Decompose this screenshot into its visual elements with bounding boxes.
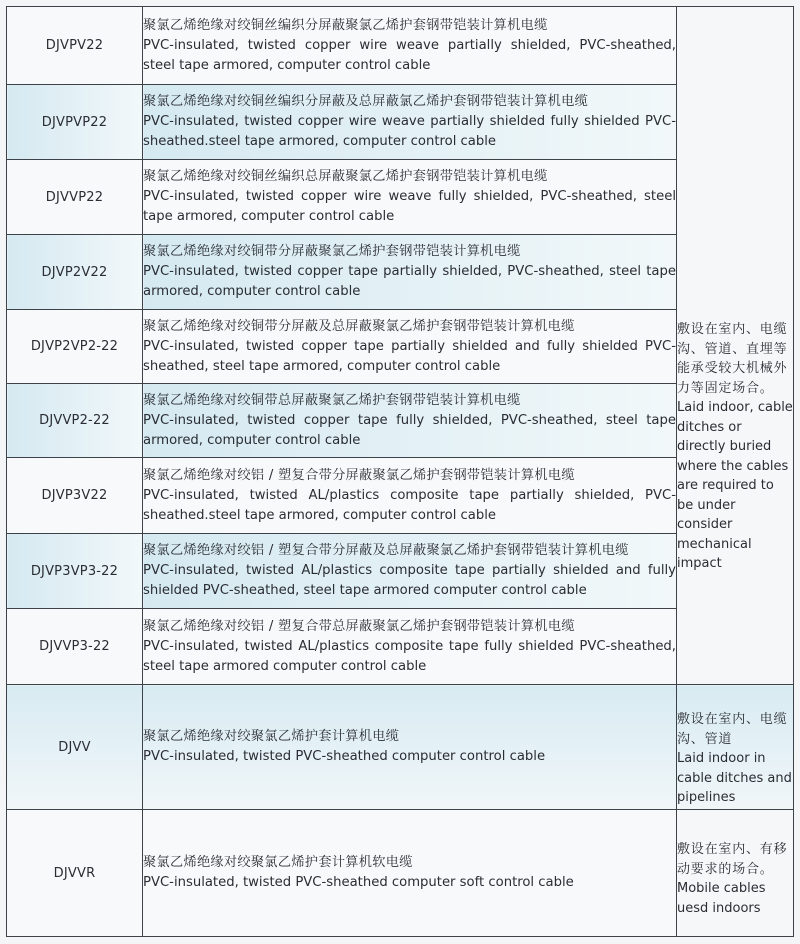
usage-en: Laid indoor in cable ditches and pipelines xyxy=(677,751,792,806)
description-en: PVC-insulated, twisted PVC-sheathed computer soft control cable xyxy=(143,875,574,890)
table-row xyxy=(7,609,794,685)
description-zh: 聚氯乙烯绝缘对绞铜带分屏蔽及总屏蔽聚氯乙烯护套钢带铠装计算机电缆 xyxy=(143,318,575,334)
model-cell: DJVVP22 xyxy=(7,160,143,235)
description-en: PVC-insulated, twisted copper tape partially shielded, PVC-sheathed, steel tape armored, computer control cable xyxy=(143,264,676,299)
table-row xyxy=(7,810,794,937)
description-cell xyxy=(143,534,677,609)
description-en: PVC-insulated, twisted copper tape partially shielded and fully shielded PVC-sheathed, steel tape armored, computer control cable xyxy=(143,338,676,374)
description-zh: 聚氯乙烯绝缘对绞铜带总屏蔽聚氯乙烯护套钢带铠装计算机电缆 xyxy=(143,392,521,408)
table-row xyxy=(7,534,794,609)
description-en: PVC-insulated, twisted copper wire weave partially shielded, PVC-sheathed, steel tape armored, computer control cable xyxy=(143,37,676,73)
model-cell: DJVPVP22 xyxy=(7,85,143,160)
description-en: PVC-insulated, twisted PVC-sheathed computer control cable xyxy=(143,749,546,764)
table-row xyxy=(7,7,794,85)
usage-zh: 敷设在室内、电缆沟、管道、直埋等能承受较大机械外力等固定场合。 xyxy=(677,322,788,396)
description-zh: 聚氯乙烯绝缘对绞铜丝编织分屏蔽聚氯乙烯护套钢带铠装计算机电缆 xyxy=(143,17,548,33)
usage-en: Laid indoor, cable ditches or directly buried where the cables are required to be under consider mechanical impact xyxy=(677,400,793,572)
description-cell xyxy=(143,7,677,85)
usage-cell xyxy=(677,685,794,810)
description-zh: 聚氯乙烯绝缘对绞聚氯乙烯护套计算机软电缆 xyxy=(143,855,413,870)
description-cell xyxy=(143,160,677,235)
description-cell xyxy=(143,235,677,310)
usage-zh: 敷设在室内、有移动要求的场合。 xyxy=(677,842,788,877)
description-en: PVC-insulated, twisted copper wire weave partially shielded fully shielded PVC-sheathed.steel tape armored, computer control cable xyxy=(143,114,676,149)
model-cell: DJVP2VP2-22 xyxy=(7,310,143,384)
model-cell: DJVPV22 xyxy=(7,7,143,85)
description-en: PVC-insulated, twisted AL/plastics composite tape partially shielded, PVC-sheathed.steel tape armored, computer control cable xyxy=(143,487,676,523)
description-en: PVC-insulated, twisted AL/plastics composite tape fully shielded PVC-sheathed, steel tape armored computer control cable xyxy=(143,638,676,674)
description-cell xyxy=(143,609,677,685)
description-cell xyxy=(143,85,677,160)
table-row xyxy=(7,458,794,534)
model-cell: DJVVP2-22 xyxy=(7,384,143,458)
usage-zh: 敷设在室内、电缆沟、管道 xyxy=(677,712,788,747)
usage-cell xyxy=(677,810,794,937)
description-en: PVC-insulated, twisted copper tape fully shielded, PVC-sheathed, steel tape armored, computer control cable xyxy=(143,412,676,448)
description-zh: 聚氯乙烯绝缘对绞铜丝编织总屏蔽聚氯乙烯护套钢带铠装计算机电缆 xyxy=(143,169,548,184)
model-cell: DJVP3V22 xyxy=(7,458,143,534)
model-cell: DJVVR xyxy=(7,810,143,937)
model-cell: DJVP3VP3-22 xyxy=(7,534,143,609)
description-zh: 聚氯乙烯绝缘对绞铜带分屏蔽聚氯乙烯护套钢带铠装计算机电缆 xyxy=(143,244,521,259)
description-cell xyxy=(143,310,677,384)
cable-spec-table xyxy=(6,6,794,937)
usage-en: Mobile cables uesd indoors xyxy=(677,881,766,916)
table-row xyxy=(7,384,794,458)
description-en: PVC-insulated, twisted AL/plastics composite tape partially shielded and fully shielded PVC-sheathed, steel tape armored computer control cable xyxy=(143,563,676,598)
description-zh: 聚氯乙烯绝缘对绞铝 / 塑复合带总屏蔽聚氯乙烯护套钢带铠装计算机电缆 xyxy=(143,618,575,634)
table-row xyxy=(7,235,794,310)
usage-cell xyxy=(677,7,794,685)
table-row xyxy=(7,160,794,235)
description-zh: 聚氯乙烯绝缘对绞铝 / 塑复合带分屏蔽聚氯乙烯护套钢带铠装计算机电缆 xyxy=(143,467,575,483)
description-en: PVC-insulated, twisted copper wire weave fully shielded, PVC-sheathed, steel tape armored, computer control cable xyxy=(143,189,676,224)
description-zh: 聚氯乙烯绝缘对绞铜丝编织分屏蔽及总屏蔽氯乙烯护套钢带铠装计算机电缆 xyxy=(143,94,589,109)
model-cell: DJVP2V22 xyxy=(7,235,143,310)
description-zh: 聚氯乙烯绝缘对绞铝 / 塑复合带分屏蔽及总屏蔽聚氯乙烯护套钢带铠装计算机电缆 xyxy=(143,543,629,558)
model-cell: DJVV xyxy=(7,685,143,810)
description-cell xyxy=(143,810,677,937)
table-row xyxy=(7,685,794,810)
description-cell xyxy=(143,384,677,458)
model-cell: DJVVP3-22 xyxy=(7,609,143,685)
table-row xyxy=(7,85,794,160)
description-cell xyxy=(143,685,677,810)
description-cell xyxy=(143,458,677,534)
table-row xyxy=(7,310,794,384)
description-zh: 聚氯乙烯绝缘对绞聚氯乙烯护套计算机电缆 xyxy=(143,729,400,744)
